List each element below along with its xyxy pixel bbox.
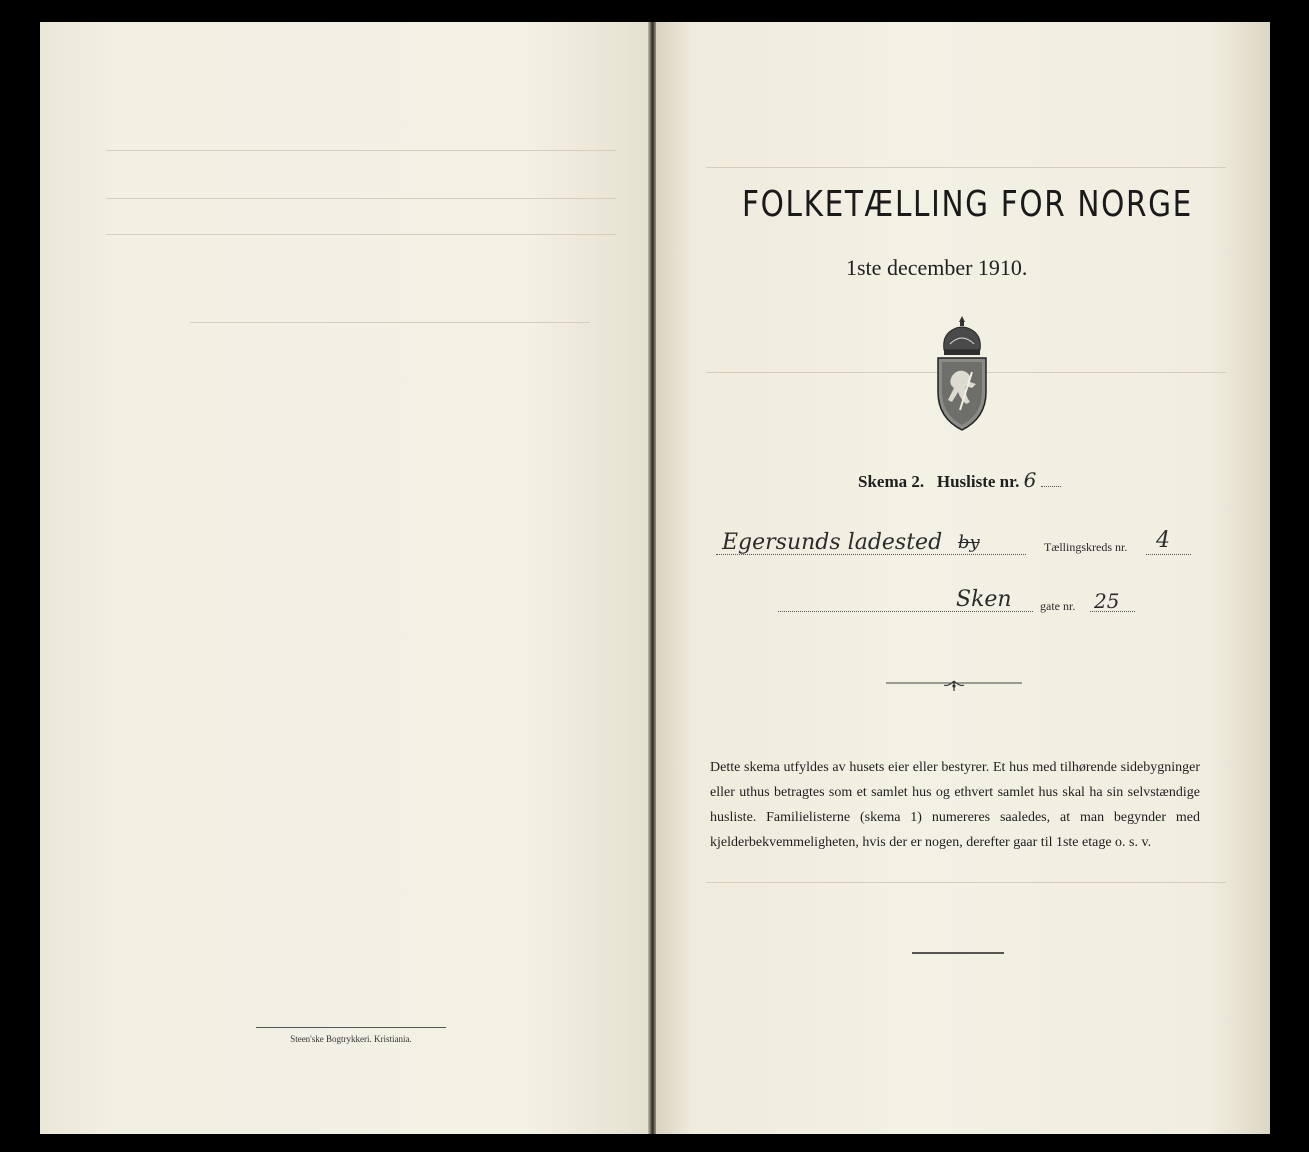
printer-rule — [256, 1027, 446, 1028]
district-row — [716, 530, 1191, 564]
bleed-through-rule — [106, 150, 616, 151]
bleed-through-rule — [706, 167, 1226, 168]
district-struck-text: by — [958, 532, 980, 553]
kreds-value[interactable]: 4 — [1156, 528, 1170, 553]
printer-imprint: Steen'ske Bogtrykkeri. Kristiania. — [290, 1034, 412, 1044]
norwegian-coat-of-arms-icon — [932, 314, 992, 434]
husliste-label: Husliste nr. — [936, 472, 1020, 491]
bleed-through-rule — [106, 234, 616, 235]
bleed-through-rule — [706, 882, 1226, 883]
census-date: 1ste december 1910. — [846, 255, 1028, 280]
instructions-paragraph: Dette skema utfyldes av husets eier eller bestyrer. Et hus med tilhørende sidebygninger eller uthus betragtes som et samlet hus og ethvert samlet hus skal ha sin selvstændige husliste. Familielisterne (skema 1) numereres saaledes, at man begynder med kjelderbekvemmeligheten, hvis der er nogen, derefter gaar til 1ste etage o. s. v. — [710, 760, 1200, 850]
census-title: FOLKETÆLLING FOR NORGE — [742, 184, 1193, 225]
gate-label: gate nr. — [1040, 599, 1076, 613]
right-page — [656, 22, 1270, 1134]
district-handwritten-name[interactable]: Egersunds ladested — [722, 530, 943, 555]
kreds-label: Tællingskreds nr. — [1044, 540, 1128, 554]
skema-label: Skema 2. — [858, 472, 925, 491]
husliste-value[interactable]: 6 — [1023, 468, 1037, 492]
kreds-dots — [1146, 554, 1191, 555]
street-row — [778, 587, 1138, 621]
husliste-dots — [1041, 486, 1061, 487]
street-handwritten-name[interactable]: Sken — [956, 587, 1012, 612]
ornament-divider-icon — [886, 677, 1026, 693]
form-line — [858, 468, 1061, 492]
bleed-through-rule — [106, 198, 616, 199]
left-page — [40, 22, 654, 1134]
gate-value[interactable]: 25 — [1094, 589, 1120, 613]
bleed-through-rule — [190, 322, 590, 323]
closing-rule — [912, 952, 1004, 954]
